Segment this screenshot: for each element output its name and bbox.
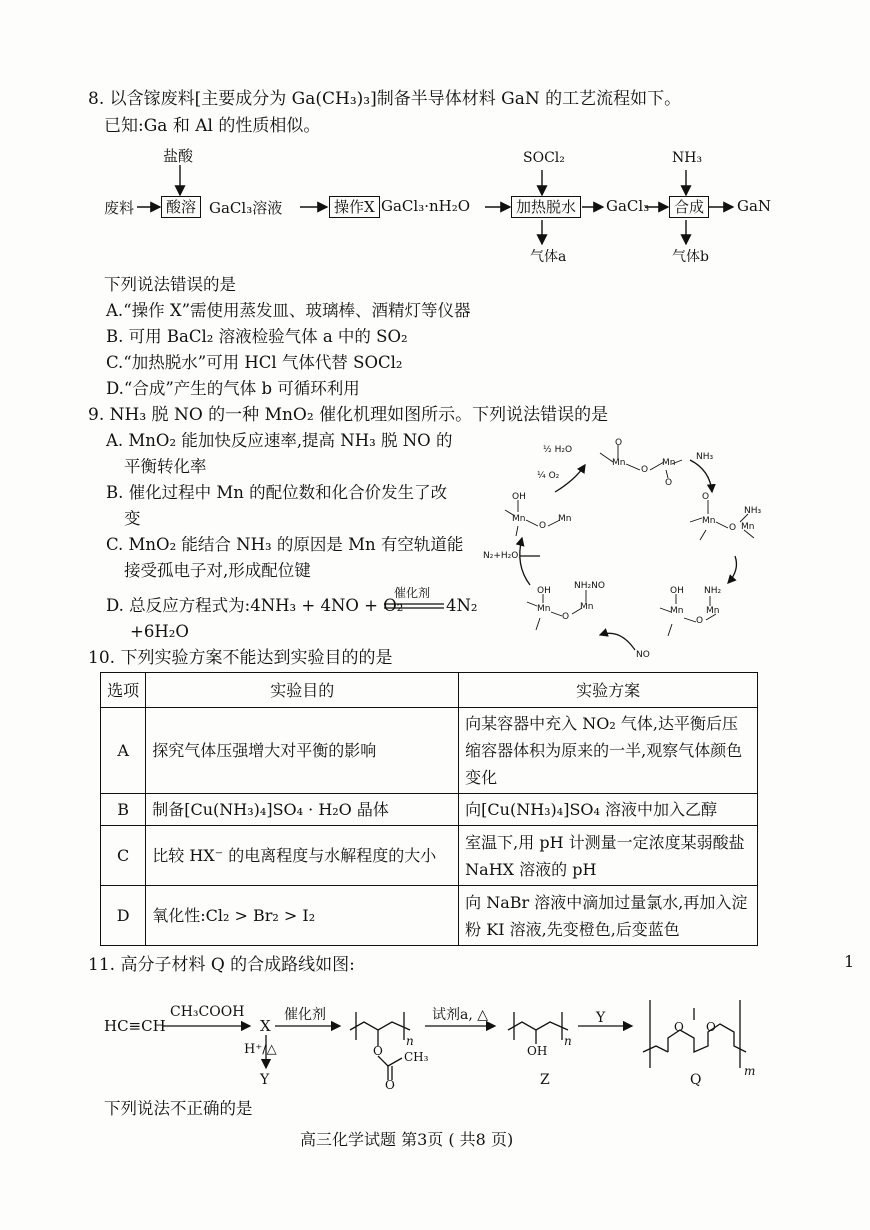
flow-gas-b: 气体b [672,249,709,265]
q9-option-b-line1: B. 催化过程中 Mn 的配位数和化合价发生了改 [106,483,448,502]
q8-stem: 8. 以含镓废料[主要成分为 Ga(CH₃)₃]制备半导体材料 GaN 的工艺流程如下。 [88,89,682,109]
row-d-option: D [101,886,146,946]
flow-gas-a: 气体a [530,249,567,265]
cycle-right-mn2: Mn [741,522,755,532]
scheme-oh: OH [527,1044,548,1058]
row-c-option: C [101,826,146,886]
flow-waste: 废料 [104,199,135,217]
scheme-x: X [260,1017,271,1035]
cycle-left-mn2: Mn [558,514,572,524]
scheme-hydrolysis: H⁺/△ [244,1042,277,1057]
q8-option-d: D.“合成”产生的气体 b 可循环利用 [106,379,360,398]
cycle-left-oh: OH [512,492,526,502]
q9-catalyst-label: 催化剂 [394,586,431,600]
header-option: 选项 [101,673,146,708]
cycle-bl-mn2: Mn [580,602,594,612]
cycle-right-o: O [702,492,710,502]
q11-prompt: 下列说法不正确的是 [104,1099,253,1118]
row-b-goal: 制备[Cu(NH₃)₄]SO₄ · H₂O 晶体 [146,794,459,826]
cycle-top-o1: O [615,438,623,448]
scheme-n2: n [564,1034,572,1048]
q8-option-b: B. 可用 BaCl₂ 溶液检验气体 a 中的 SO₂ [106,327,408,346]
q9-option-b-line2: 变 [124,509,141,528]
margin-mark: 1 [844,952,855,971]
row-a-plan: 向某容器中充入 NO₂ 气体,达平衡后压缩容器体积为原来的一半,观察气体颜色变化 [459,708,758,794]
page-footer: 高三化学试题 第3页 ( 共8 页) [300,1130,514,1149]
cycle-right-mn1: Mn [702,516,716,526]
scheme-ester-o: O [373,1044,383,1058]
q11-stem: 11. 高分子材料 Q 的合成路线如图: [88,955,355,975]
scheme-reagent-a: 试剂a, △ [432,1007,489,1023]
flow-dehydrate-box: 加热脱水 [511,196,581,218]
row-a-option: A [101,708,146,794]
scheme-acetylene: HC≡CH [104,1017,166,1035]
cycle-br-mn1: Mn [670,606,684,616]
flow-nh3: NH₃ [672,150,703,166]
scheme-y-reagent: Y [596,1010,606,1026]
cycle-right-nh3: NH₃ [744,506,762,516]
scheme-m: m [744,1064,756,1078]
q8-option-c: C.“加热脱水”可用 HCl 气体代替 SOCl₂ [106,353,403,372]
cycle-n2-h2o-out: N₂+H₂O [483,551,519,561]
scheme-ring-o2: O [706,1020,716,1034]
q10-stem: 10. 下列实验方案不能达到实验目的的是 [88,648,393,668]
cycle-br-nh2: NH₂ [704,586,722,596]
cycle-top-o-bridge: O [641,465,649,475]
scheme-y: Y [260,1072,270,1088]
q9-stem: 9. NH₃ 脱 NO 的一种 MnO₂ 催化机理如图所示。下列说法错误的是 [88,405,609,425]
cycle-bl-o-bridge: O [562,612,570,622]
scheme-q: Q [690,1072,702,1088]
scheme-catalyst: 催化剂 [284,1007,326,1023]
cycle-bl-nh2no: NH₂NO [574,581,605,591]
flow-hydrate: GaCl₃·nH₂O [381,197,471,215]
cycle-top-mn2: Mn [662,458,676,468]
cycle-left-o-bridge: O [539,521,547,531]
scheme-carbonyl-o: O [385,1078,395,1092]
cycle-no-in: NO [636,650,650,660]
scheme-z: Z [540,1072,550,1088]
header-plan: 实验方案 [459,673,758,708]
row-d-plan: 向 NaBr 溶液中滴加过量氯水,再加入淀粉 KI 溶液,先变橙色,后变蓝色 [459,886,758,946]
scheme-n1: n [406,1034,414,1048]
row-b-plan: 向[Cu(NH₃)₄]SO₄ 溶液中加入乙醇 [459,794,758,826]
flow-acid-dissolve-box: 酸溶 [161,196,201,218]
flow-gacl3: GaCl₃ [606,197,650,215]
scheme-ring-o1: O [674,1020,684,1034]
flow-operation-x-box: 操作X [329,196,380,218]
cycle-half-h2o: ½ H₂O [543,445,573,455]
flow-hcl: 盐酸 [163,147,194,165]
q8-option-a: A.“操作 X”需使用蒸发皿、玻璃棒、酒精灯等仪器 [106,301,471,320]
q8-known: 已知:Ga 和 Al 的性质相似。 [104,116,321,136]
cycle-right-o-bridge: O [729,523,737,533]
flow-gan: GaN [737,197,772,215]
q9-option-a-line2: 平衡转化率 [124,457,207,476]
flow-synthesis-box: 合成 [669,196,709,218]
cycle-br-mn2: Mn [706,606,720,616]
q9-option-c-line2: 接受孤电子对,形成配位键 [124,561,311,580]
cycle-top-o2: O [665,478,673,488]
q9-option-d-line1: D. 总反应方程式为:4NH₃ + 4NO + O₂ [106,596,404,615]
row-c-plan: 室温下,用 pH 计测量一定浓度某弱酸盐 NaHX 溶液的 pH [459,826,758,886]
cycle-br-o-bridge: O [696,616,704,626]
q9-option-c-line1: C. MnO₂ 能结合 NH₃ 的原因是 Mn 有空轨道能 [106,535,464,554]
cycle-bl-mn1: Mn [537,604,551,614]
cycle-bl-oh: OH [537,586,551,596]
scheme-acetic-acid: CH₃COOH [170,1004,245,1020]
cycle-left-mn1: Mn [512,514,526,524]
header-goal: 实验目的 [146,673,459,708]
q9-option-a-line1: A. MnO₂ 能加快反应速率,提高 NH₃ 脱 NO 的 [106,431,453,450]
cycle-quarter-o2: ¼ O₂ [537,471,560,481]
row-c-goal: 比较 HX⁻ 的电离程度与水解程度的大小 [146,826,459,886]
q9-option-d-product: 4N₂ [446,596,478,615]
flow-gacl3-solution: GaCl₃溶液 [209,199,283,217]
cycle-nh3-in: NH₃ [696,452,714,462]
cycle-br-oh: OH [670,586,684,596]
scheme-ch3-1: CH₃ [404,1050,429,1064]
q8-prompt: 下列说法错误的是 [104,275,236,294]
row-a-goal: 探究气体压强增大对平衡的影响 [146,708,459,794]
flow-socl2: SOCl₂ [523,150,565,166]
cycle-top-mn1: Mn [612,458,626,468]
row-b-option: B [101,794,146,826]
q9-option-d-line2: +6H₂O [130,622,189,641]
row-d-goal: 氧化性:Cl₂ > Br₂ > I₂ [146,886,459,946]
